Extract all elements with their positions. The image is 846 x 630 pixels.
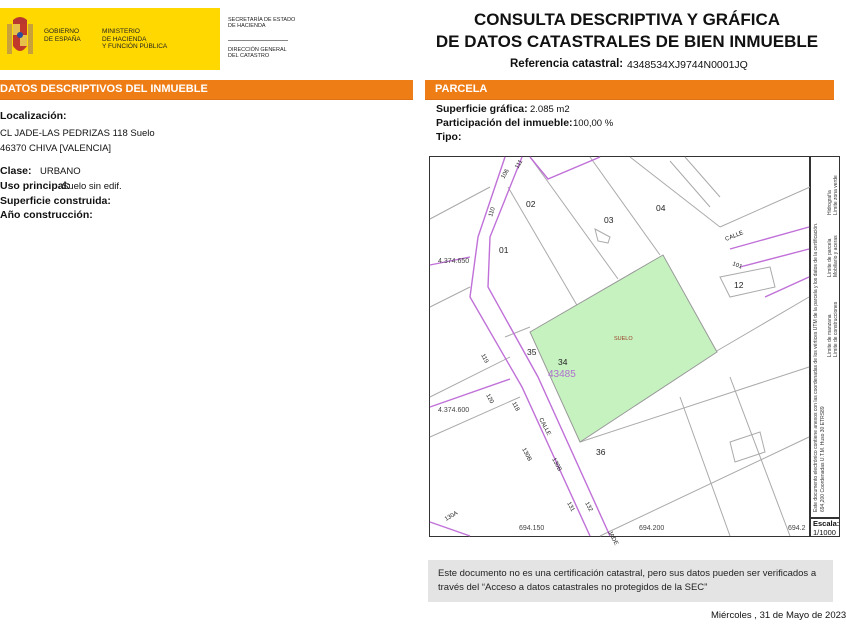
ministerio-text: MINISTERIO DE HACIENDA Y FUNCIÓN PÚBLICA	[102, 28, 168, 50]
map-legend	[810, 156, 840, 518]
parcel-line	[505, 327, 530, 337]
parcel-label-04: 04	[656, 203, 666, 213]
localizacion-label: Localización:	[0, 110, 67, 122]
cadastral-map[interactable]	[429, 156, 810, 547]
manzana-line	[430, 379, 510, 407]
street-number: 118	[510, 401, 521, 413]
disclaimer-box	[428, 560, 833, 602]
address-line-1: CL JADE-LAS PEDRIZAS 118 Suelo	[0, 128, 155, 139]
uso-principal-label: Uso principal:	[0, 180, 71, 192]
referencia-value: 4348534XJ9744N0001JQ	[627, 59, 748, 71]
legend-hidrografia: Hidrografía	[827, 190, 833, 215]
coord-x-3: 694.2	[788, 525, 806, 532]
subject-parcel[interactable]	[530, 255, 717, 442]
uso-principal-value: Suelo sin edif.	[62, 181, 122, 192]
parcel-label-12: 12	[734, 280, 744, 290]
legend-limite-manzana: Límite de manzana	[827, 314, 833, 357]
section-title-parcela: PARCELA	[435, 83, 488, 95]
street-number: 119	[479, 353, 490, 365]
street-number: 130B	[550, 457, 563, 473]
coord-x-2: 694.200	[639, 525, 665, 532]
parcel-line	[430, 287, 470, 307]
address-line-2: 46370 CHIVA [VALENCIA]	[0, 143, 112, 154]
parcel-line	[600, 437, 809, 536]
gobierno-de-espana-text: GOBIERNO DE ESPAÑA	[44, 28, 81, 43]
section-underline-right	[425, 99, 834, 100]
section-title-descriptivos: DATOS DESCRIPTIVOS DEL INMUEBLE	[0, 83, 208, 95]
parcel-label-03: 03	[604, 215, 614, 225]
building-outline	[720, 267, 775, 297]
street-number: 110	[488, 206, 497, 218]
document-title: CONSULTA DESCRIPTIVA Y GRÁFICA DE DATOS CATASTRALES DE BIEN INMUEBLE	[435, 10, 819, 51]
superficie-grafica-value: 2.085 m2	[530, 104, 570, 115]
street-label-jade: JADE	[606, 530, 619, 547]
clase-value: URBANO	[40, 166, 81, 177]
header-divider	[228, 40, 288, 41]
parcel-label-35: 35	[527, 347, 537, 357]
street-label-calle: CALLE	[537, 417, 552, 437]
escala-value: 1/1000	[813, 528, 836, 537]
legend-mobiliario: Mobiliario y aceras	[833, 235, 839, 277]
manzana-line	[430, 522, 470, 536]
tipo-label: Tipo:	[436, 131, 462, 143]
participacion-label: Participación del inmueble:	[436, 117, 573, 129]
parcel-line	[715, 297, 809, 352]
street-number: 111	[514, 159, 525, 170]
section-underline-left	[0, 99, 413, 100]
section-header-descriptivos	[0, 80, 413, 99]
coord-x-1: 694.150	[519, 525, 545, 532]
street-number: 120	[484, 393, 495, 405]
parcel-label-36: 36	[596, 447, 606, 457]
street-number: 131	[565, 501, 576, 513]
manzana-line	[530, 157, 600, 179]
parcel-label-02: 02	[526, 199, 536, 209]
street-number: 130A	[444, 510, 460, 523]
legend-zona-verde: Límite zona verde	[833, 175, 839, 215]
direccion-general-text: DIRECCIÓN GENERAL DEL CATASTRO	[228, 47, 287, 60]
parcel-line	[730, 377, 790, 536]
disclaimer-text: Este documento no es una certificación catastral, pero sus datos pueden ser verificados a través del “Acceso a datos catastrales no protegidos de la SEC”	[438, 568, 817, 593]
street-label-calle: CALLE	[724, 230, 745, 243]
suelo-label: SUELO	[614, 336, 633, 342]
building-outline	[595, 229, 610, 243]
superficie-construida-label: Superficie construida:	[0, 195, 111, 207]
legend-limite-parcela: Límite de parcela	[827, 238, 833, 277]
parcel-label-34: 34	[558, 357, 568, 367]
referencia-label: Referencia catastral:	[510, 58, 624, 70]
parcel-line	[430, 187, 490, 219]
coord-y-1: 4.374.650	[438, 258, 470, 265]
street-number: 130B	[520, 447, 533, 463]
legend-coord-text: 694,200 Coordenadas U.T.M. Huso 30 ETRS89	[820, 406, 826, 512]
parcel-line	[430, 357, 510, 397]
cadastral-map-svg	[430, 157, 809, 547]
street-number: 132	[583, 501, 594, 513]
manzana-line	[765, 277, 809, 297]
escala-label: Escala:	[813, 519, 840, 528]
legend-limite-construcciones: Límite de construcciones	[833, 301, 839, 357]
street-number: 101	[731, 261, 743, 271]
parcel-label-01: 01	[499, 245, 509, 255]
street-number: 106	[500, 168, 511, 180]
parcel-line	[720, 187, 810, 227]
section-header-parcela	[425, 80, 834, 99]
document-date: Miércoles , 31 de Mayo de 2023	[711, 610, 846, 621]
building-outline	[730, 432, 765, 462]
parcel-line	[680, 397, 730, 536]
legend-doc-text: Este documento electrónico contiene anexos con las coordenadas de los vértices UTM de la parcela y los datos de la certificación.	[813, 222, 819, 512]
manzana-number: 43485	[548, 369, 576, 380]
parcel-line	[670, 157, 720, 207]
clase-label: Clase:	[0, 165, 32, 177]
ano-construccion-label: Año construcción:	[0, 209, 93, 221]
parcel-line	[508, 187, 578, 307]
spain-coat-of-arms-icon	[2, 12, 38, 62]
secretaria-estado-text: SECRETARÍA DE ESTADO DE HACIENDA	[228, 17, 296, 30]
coord-y-2: 4.374.600	[438, 407, 470, 414]
superficie-grafica-label: Superficie gráfica:	[436, 103, 528, 115]
participacion-value: 100,00 %	[573, 118, 614, 129]
